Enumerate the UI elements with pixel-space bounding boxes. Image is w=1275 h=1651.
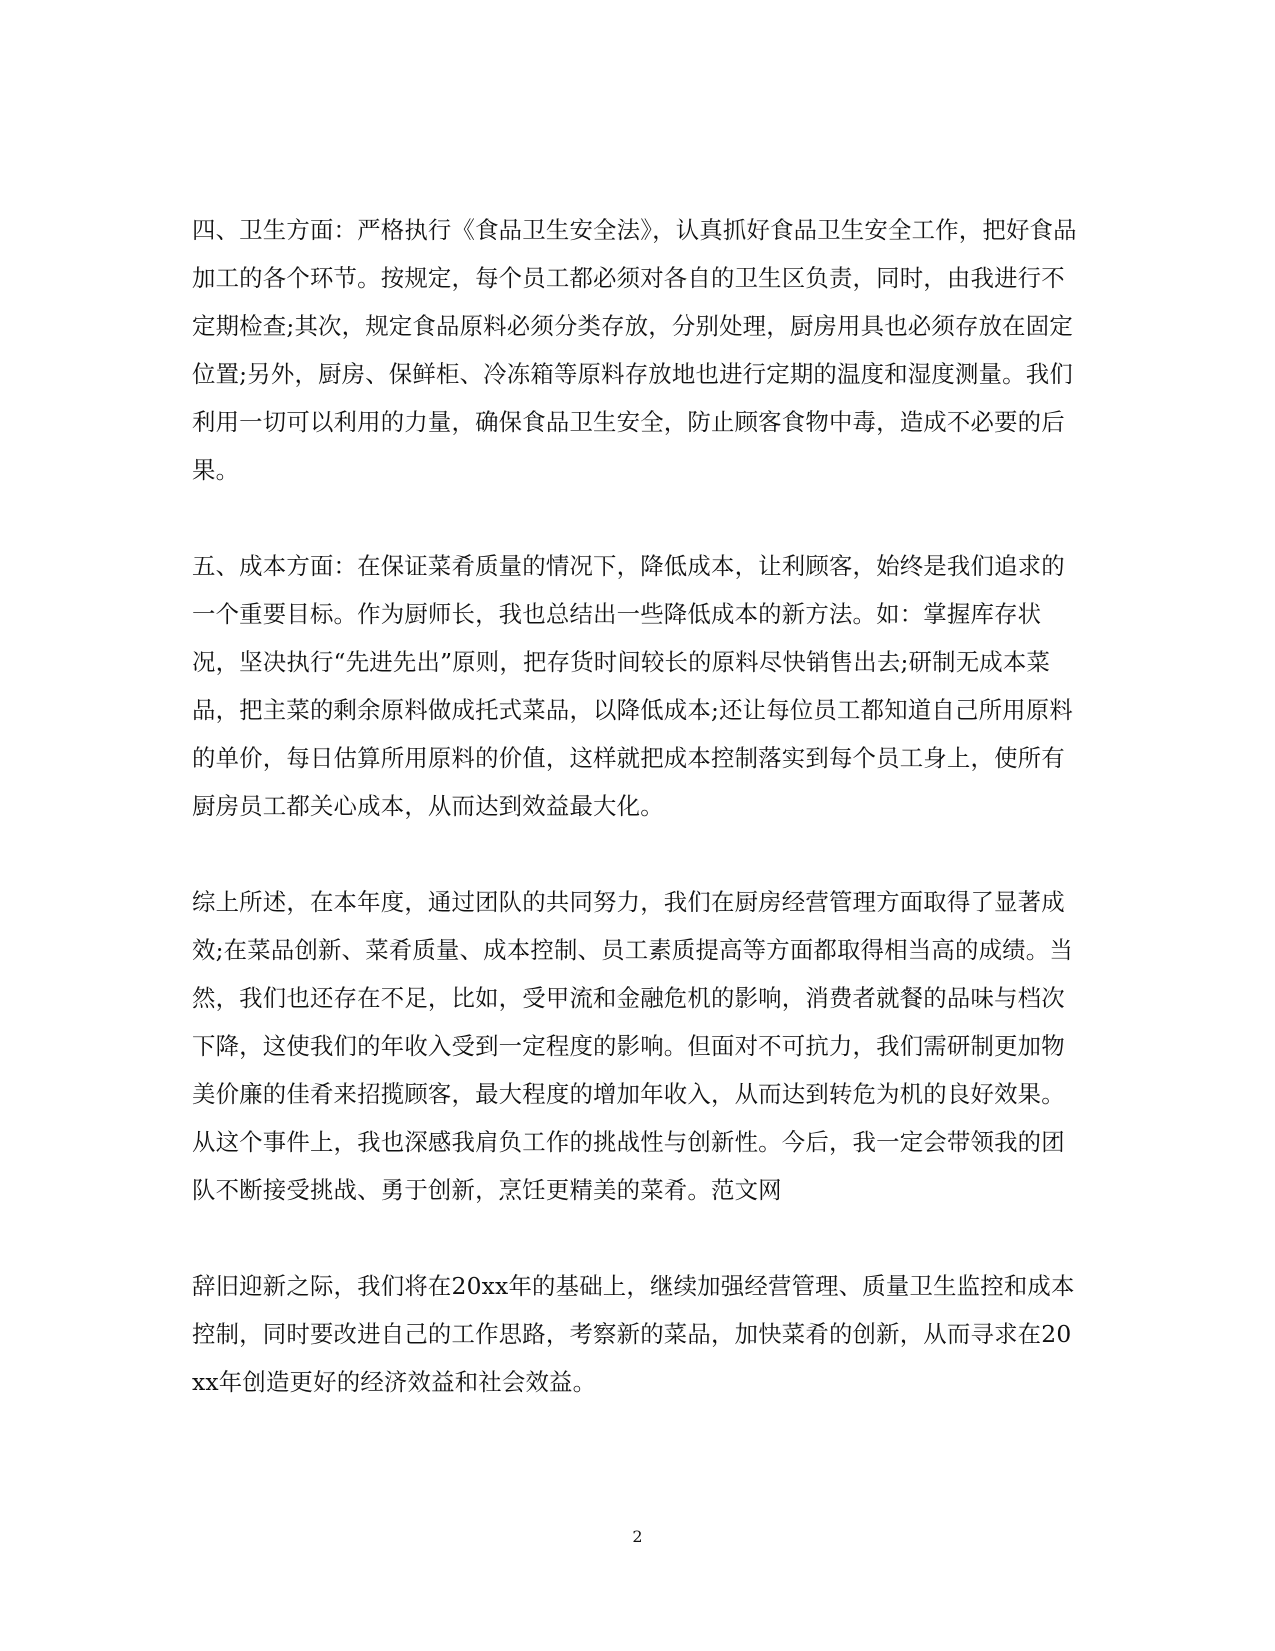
paragraph-outlook: 辞旧迎新之际，我们将在20xx年的基础上，继续加强经营管理、质量卫生监控和成本控制，同时要改进自己的工作思路，考察新的菜品，加快菜肴的创新，从而寻求在20xx年创造更好的经济效益和社会效益。 [192,1272,1075,1396]
document-body [192,206,1082,1406]
paragraph-summary: 综上所述，在本年度，通过团队的共同努力，我们在厨房经营管理方面取得了显著成效;在菜品创新、菜肴质量、成本控制、员工素质提高等方面都取得相当高的成绩。当然，我们也还存在不足，比如，受甲流和金融危机的影响，消费者就餐的品味与档次下降，这使我们的年收入受到一定程度的影响。但面对不可抗力，我们需研制更加物美价廉的佳肴来招揽顾客，最大程度的增加年收入，从而达到转危为机的良好效果。从这个事件上，我也深感我肩负工作的挑战性与创新性。今后，我一定会带领我的团队不断接受挑战、勇于创新，烹饪更精美的菜肴。范文网 [192,888,1073,1204]
paragraph-cost: 五、成本方面：在保证菜肴质量的情况下，降低成本，让利顾客，始终是我们追求的一个重要目标。作为厨师长，我也总结出一些降低成本的新方法。如：掌握库存状况，坚决执行“先进先出”原则，把存货时间较长的原料尽快销售出去;研制无成本菜品，把主菜的剩余原料做成托式菜品，以降低成本;还让每位员工都知道自己所用原料的单价，每日估算所用原料的价值，这样就把成本控制落实到每个员工身上，使所有厨房员工都关心成本，从而达到效益最大化。 [192,552,1073,820]
paragraph-hygiene: 四、卫生方面：严格执行《食品卫生安全法》，认真抓好食品卫生安全工作，把好食品加工的各个环节。按规定，每个员工都必须对各自的卫生区负责，同时，由我进行不定期检查;其次，规定食品原料必须分类存放，分别处理，厨房用具也必须存放在固定位置;另外，厨房、保鲜柜、冷冻箱等原料存放地也进行定期的温度和湿度测量。我们利用一切可以利用的力量，确保食品卫生安全，防止顾客食物中毒，造成不必要的后果。 [192,216,1077,484]
page-number: 2 [632,1527,643,1546]
